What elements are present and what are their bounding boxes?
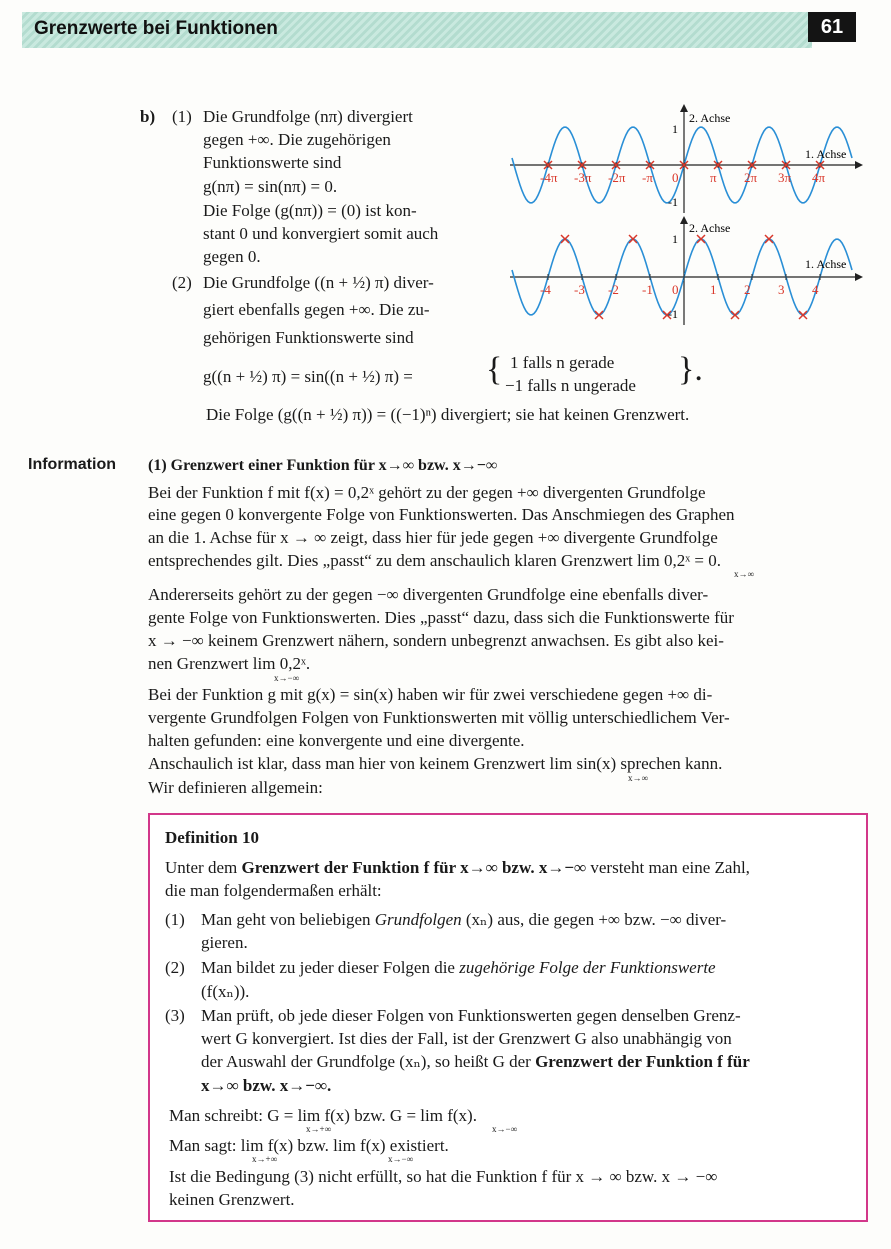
- graph2-sample-marker: [561, 235, 569, 243]
- info-line: halten gefunden: eine konvergente und eine divergente.: [148, 731, 525, 750]
- definition-intro: Unter dem Grenzwert der Funktion f für x→∞ bzw. x→−∞ versteht man eine Zahl,: [165, 858, 750, 877]
- graph2-y-tick-neg: -1: [668, 307, 678, 321]
- item2-line: Die Grundfolge ((n + ½) π) diver-: [203, 273, 434, 292]
- graph1-y-tick-neg: -1: [668, 195, 678, 209]
- item1-line: gegen 0.: [203, 247, 261, 266]
- step3-number: (3): [165, 1006, 185, 1025]
- condition-line: Ist die Bedingung (3) nicht erfüllt, so hat die Funktion f für x → ∞ bzw. x → −∞: [169, 1167, 718, 1186]
- item2-line: giert ebenfalls gegen +∞. Die zu-: [203, 300, 430, 319]
- item1-number: (1): [172, 107, 192, 126]
- graph2-sample-marker: [731, 311, 739, 319]
- part-b-label: b): [140, 107, 156, 126]
- formula-sin-half: g((n + ½) π) = sin((n + ½) π) =: [203, 367, 413, 386]
- graph2-tick-label: 2: [744, 282, 751, 297]
- step2-number: (2): [165, 958, 185, 977]
- graph2-y-axis-label: 2. Achse: [689, 221, 731, 235]
- graph1-tick-label: 3π: [778, 170, 792, 185]
- info-line: vergente Grundfolgen Folgen von Funktionswerten mit völlig unterschiedlichem Ver-: [148, 708, 730, 727]
- info-line: Andererseits gehört zu der gegen −∞ divergenten Grundfolge eine ebenfalls diver-: [148, 585, 709, 604]
- step1-line: Man geht von beliebigen Grundfolgen (xₙ) aus, die gegen +∞ bzw. −∞ diver-: [201, 910, 727, 929]
- notation-writes: Man schreibt: G = lim f(x) bzw. G = lim f(x).: [169, 1106, 477, 1125]
- lim-subscript: x→+∞: [306, 1124, 331, 1134]
- graph2-sample-marker: [629, 235, 637, 243]
- step1-number: (1): [165, 910, 185, 929]
- info-line: nen Grenzwert lim 0,2ˣ.: [148, 654, 311, 673]
- graph2-tick-label: -4: [540, 282, 551, 297]
- graph2-sample-marker: [697, 235, 705, 243]
- graph1-tick-label: 2π: [744, 170, 758, 185]
- graph2-tick-label: 3: [778, 282, 785, 297]
- step3-line: Man prüft, ob jede dieser Folgen von Funktionswerten gegen denselben Grenz-: [201, 1006, 741, 1025]
- graph2-sample-marker: [799, 311, 807, 319]
- item1-line: g(nπ) = sin(nπ) = 0.: [203, 177, 338, 196]
- graph2-tick-label: -2: [608, 282, 619, 297]
- item1-line: gegen +∞. Die zugehörigen: [203, 130, 391, 149]
- graph1-y-axis-label: 2. Achse: [689, 111, 731, 125]
- result-line: Die Folge (g((n + ½) π)) = ((−1)ⁿ) divergiert; sie hat keinen Grenzwert.: [206, 405, 690, 424]
- step2-line2: (f(xₙ)).: [201, 982, 250, 1001]
- graph1-tick-label: -π: [642, 170, 653, 185]
- page-number: 61: [808, 12, 856, 42]
- information-heading: (1) Grenzwert einer Funktion für x→∞ bzw. x→−∞: [148, 457, 498, 474]
- step2-line: Man bildet zu jeder dieser Folgen die zugehörige Folge der Funktionswerte: [201, 958, 716, 977]
- brace-left: {: [486, 351, 503, 388]
- lim-subscript: x→∞: [734, 569, 754, 579]
- graph1-tick-label: -3π: [574, 170, 592, 185]
- graph1-tick-label: -4π: [540, 170, 558, 185]
- sine-graph-half: [500, 212, 870, 327]
- info-line: Anschaulich ist klar, dass man hier von keinem Grenzwert lim sin(x) sprechen kann.: [148, 754, 723, 773]
- case-odd: −1 falls n ungerade: [505, 376, 636, 395]
- brace-right: }.: [678, 351, 703, 388]
- graph1-x-axis-arrow: [855, 161, 863, 169]
- information-label: Information: [28, 456, 116, 473]
- graph1-y-axis-arrow: [680, 104, 688, 112]
- chapter-header-band: [22, 12, 812, 48]
- graph2-x-axis-label: 1. Achse: [805, 257, 847, 271]
- item2-line: gehörigen Funktionswerte sind: [203, 328, 414, 347]
- case-even: 1 falls n gerade: [510, 353, 615, 372]
- graph2-tick-label: 4: [812, 282, 819, 297]
- info-line: eine gegen 0 konvergente Folge von Funktionswerten. Das Anschmiegen des Graphen: [148, 505, 735, 524]
- graph1-tick-label: 0: [672, 170, 679, 185]
- item1-line: stant 0 und konvergiert somit auch: [203, 224, 439, 243]
- item1-line: Die Grundfolge (nπ) divergiert: [203, 107, 413, 126]
- graph2-sample-marker: [595, 311, 603, 319]
- step3-line2: wert G konvergiert. Ist dies der Fall, ist der Grenzwert G also unabhängig von: [201, 1029, 732, 1048]
- info-line: an die 1. Achse für x → ∞ zeigt, dass hier für jede gegen +∞ divergente Grundfolge: [148, 528, 718, 547]
- graph2-tick-label: -3: [574, 282, 585, 297]
- graph2-tick-label: -1: [642, 282, 653, 297]
- graph1-tick-label: -2π: [608, 170, 626, 185]
- step1-line2: gieren.: [201, 933, 248, 952]
- item1-line: Funktionswerte sind: [203, 153, 342, 172]
- item1-line: Die Folge (g(nπ)) = (0) ist kon-: [203, 201, 417, 220]
- info-line: Bei der Funktion g mit g(x) = sin(x) haben wir für zwei verschiedene gegen +∞ di-: [148, 685, 713, 704]
- graph2-x-axis-arrow: [855, 273, 863, 281]
- step3-line3: der Auswahl der Grundfolge (xₙ), so heißt G der Grenzwert der Funktion f für: [201, 1052, 750, 1071]
- lim-subscript: x→−∞: [492, 1124, 517, 1134]
- sine-graph-pi: [500, 100, 870, 215]
- item2-number: (2): [172, 273, 192, 292]
- info-line: Wir definieren allgemein:: [148, 778, 323, 797]
- lim-subscript: x→−∞: [388, 1154, 413, 1164]
- graph1-y-tick-pos: 1: [672, 122, 678, 136]
- lim-subscript: x→+∞: [252, 1154, 277, 1164]
- info-line: Bei der Funktion f mit f(x) = 0,2ˣ gehört zu der gegen +∞ divergenten Grundfolge: [148, 483, 706, 502]
- definition-title: Definition 10: [165, 828, 259, 847]
- lim-subscript: x→∞: [628, 773, 648, 783]
- graph2-y-axis-arrow: [680, 216, 688, 224]
- info-line: x → −∞ keinem Grenzwert nähern, sondern unbegrenzt anwachsen. Es gibt also kei-: [148, 631, 724, 650]
- graph2-tick-label: 0: [672, 282, 679, 297]
- chapter-title: Grenzwerte bei Funktionen: [34, 18, 278, 39]
- graph2-y-tick-pos: 1: [672, 232, 678, 246]
- graph1-tick-label: 4π: [812, 170, 826, 185]
- graph2-sample-marker: [765, 235, 773, 243]
- notation-says: Man sagt: lim f(x) bzw. lim f(x) existiert.: [169, 1136, 449, 1155]
- definition-intro-line2: die man folgendermaßen erhält:: [165, 881, 382, 900]
- step3-line4: x→∞ bzw. x→−∞.: [201, 1076, 332, 1095]
- lim-subscript: x→−∞: [274, 673, 299, 683]
- graph2-tick-label: 1: [710, 282, 717, 297]
- condition-line2: keinen Grenzwert.: [169, 1190, 295, 1209]
- graph1-x-axis-label: 1. Achse: [805, 147, 847, 161]
- graph1-tick-label: π: [710, 170, 717, 185]
- info-line: entsprechendes gilt. Dies „passt“ zu dem anschaulich klaren Grenzwert lim 0,2ˣ = 0.: [148, 551, 721, 570]
- info-line: gente Folge von Funktionswerten. Dies „passt“ dazu, dass sich die Funktionswerte für: [148, 608, 734, 627]
